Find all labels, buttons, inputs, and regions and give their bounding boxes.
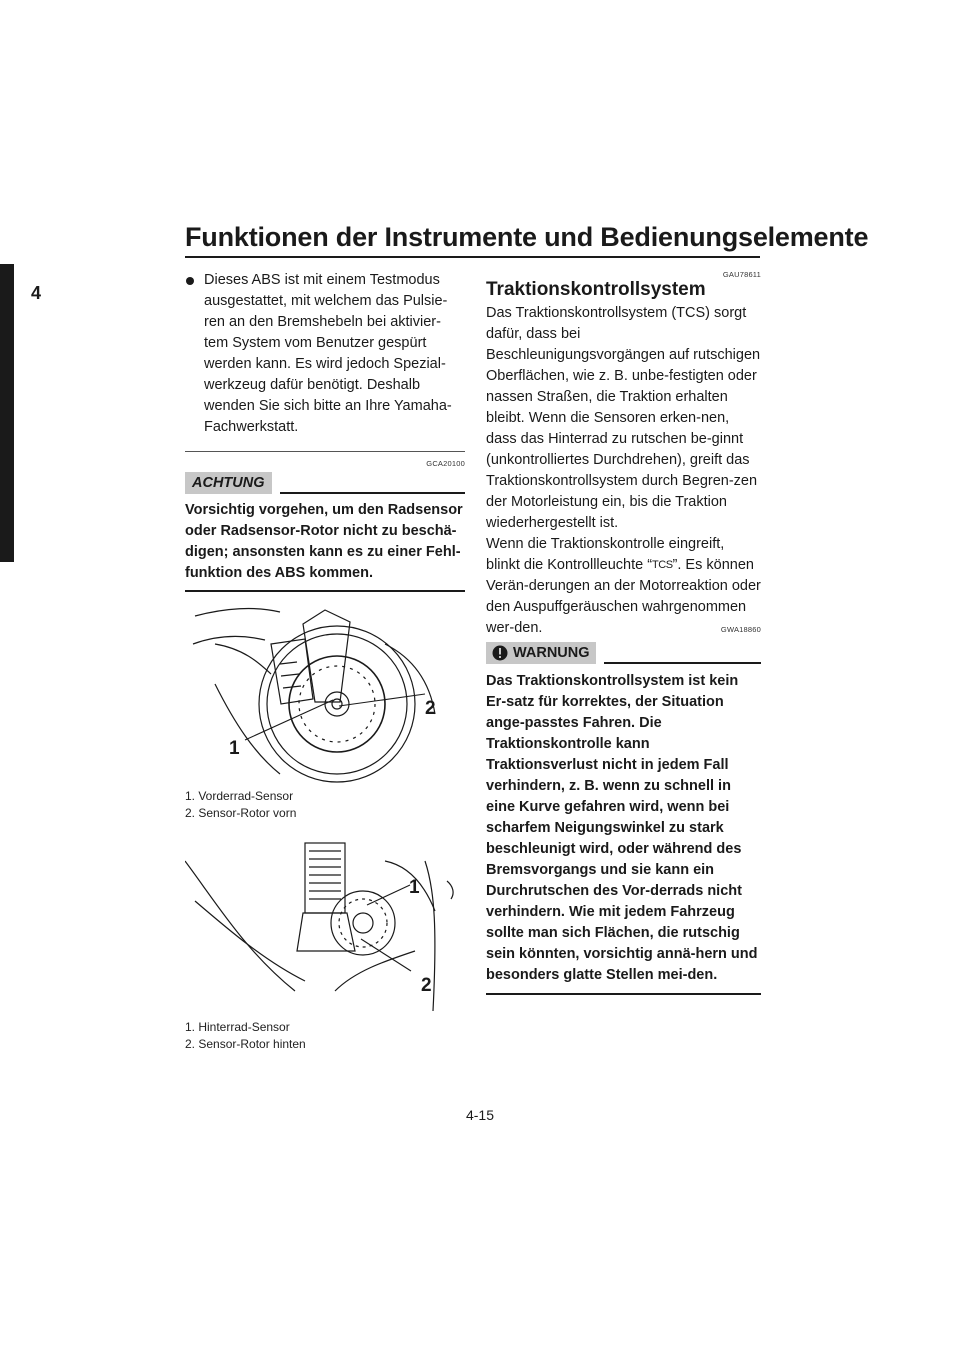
achtung-end-rule	[185, 590, 465, 592]
section-code: GAU78611	[722, 270, 761, 279]
para2-text-before: Wenn die Traktionskontrolle eingreift, blinkt die Kontrollleuchte “	[486, 536, 725, 573]
page-header-title: Funktionen der Instrumente und Bedienungselemente	[185, 222, 869, 252]
chapter-tab-bar	[0, 264, 14, 562]
tcs-paragraph-1: Das Traktionskontrollsystem (TCS) sorgt dafür, dass bei Beschleunigungsvorgängen auf rutschigen Oberflächen, wie z. B. unbe-festigten oder nassen Straßen, die Traktion erhalten bleibt. Wenn die Sensoren erken-nen, dass das Hinterrad zu rutschen be-ginnt (unkontrolliertes Durchdrehen), greift das Traktionskontrollsystem durch Begren-zen der Motorleistung ein, bis die Traktion wiederhergestellt ist.	[486, 305, 761, 531]
achtung-header	[185, 472, 465, 494]
page-number: 4-15	[465, 1107, 495, 1123]
chapter-number: 4	[31, 283, 42, 303]
rear-callout-2: 2	[421, 975, 432, 996]
tcs-paragraph-2	[486, 534, 761, 639]
rear-caption-1: 1. Hinterrad-Sensor	[185, 1020, 290, 1034]
warnung-text: Das Traktionskontrollsystem ist kein Er-satz für korrektes, der Situation ange-passtes Fahren. Die Traktionskontrolle kann Traktionsverlust nicht in jedem Fall verhindern, z. B. wenn zu schnell in eine Kurve gefahren wird, wenn bei scharfem Neigungswinkel zu stark beschleunigt wird, oder während des Bremsvorgangs und sie kann ein Durchrutschen des Vor-derrads nicht verhindern. Wie mit jedem Fahrzeug sollte man sich Flächen, die rutschig sein könnten, vorsichtig annä-hern und besonders glatte Stellen mei-den.	[486, 673, 758, 983]
front-wheel-sensor-figure	[185, 604, 465, 784]
header-rule	[185, 256, 760, 258]
rear-wheel-sensor-figure	[185, 841, 465, 1017]
warnung-rule	[604, 662, 761, 664]
achtung-rule	[280, 492, 466, 494]
bullet-icon	[186, 277, 194, 285]
abs-test-mode-bullet	[185, 270, 465, 438]
warning-icon	[492, 645, 508, 661]
right-column	[486, 270, 761, 995]
warnung-label: WARNUNG	[513, 645, 590, 661]
notice-code: GCA20100	[426, 459, 465, 468]
warnung-header	[486, 642, 761, 664]
section-title: Traktionskontrollsystem	[486, 279, 706, 300]
bullet-text: Dieses ABS ist mit einem Testmodus ausgestattet, mit welchem das Pulsie-ren an den Bremshebeln bei aktivier-tem System vom Benutzer gespürt werden kann. Es wird jedoch Spezial-werkzeug dafür benötigt. Deshalb wenden Sie sich bitte an Ihre Yamaha-Fachwerkstatt.	[204, 272, 452, 435]
left-column	[185, 270, 465, 1052]
warning-code: GWA18860	[720, 625, 761, 634]
rear-caption-2: 2. Sensor-Rotor hinten	[185, 1036, 306, 1051]
achtung-label: ACHTUNG	[185, 472, 272, 494]
para2-text-after: ”. Es können Verän-derungen an der Motorreaktion oder den Auspuffgeräuschen wahrgenommen wer-den.	[486, 557, 761, 636]
rear-callout-1: 1	[409, 877, 420, 898]
warnung-label-box	[486, 642, 596, 664]
warnung-end-rule	[486, 993, 761, 995]
tcs-indicator-icon: TCS	[652, 559, 673, 571]
front-figure-caption	[185, 788, 465, 821]
front-caption-1: 1. Vorderrad-Sensor	[185, 789, 294, 803]
front-callout-1: 1	[229, 738, 240, 759]
rear-figure-caption	[185, 1019, 465, 1052]
front-caption-2: 2. Sensor-Rotor vorn	[185, 805, 297, 820]
achtung-text: Vorsichtig vorgehen, um den Radsensor oder Radsensor-Rotor nicht zu beschä-digen; ansonsten kann es zu einer Fehl-funktion des ABS kommen.	[185, 502, 463, 581]
divider	[185, 451, 465, 452]
front-callout-2: 2	[425, 698, 436, 719]
